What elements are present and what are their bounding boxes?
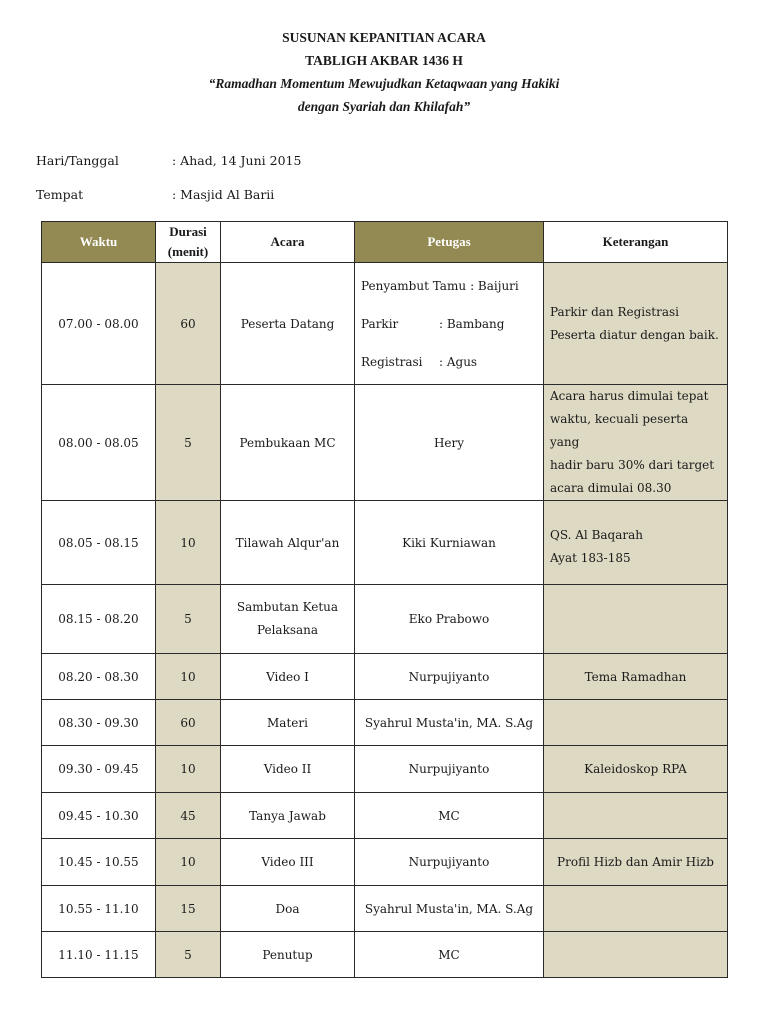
cell-keterangan: Kaleidoskop RPA <box>544 746 728 793</box>
keterangan-line: acara dimulai 08.30 <box>550 481 672 495</box>
cell-acara: Video I <box>221 654 355 700</box>
event-name: TABLIGH AKBAR 1436 H <box>305 53 463 68</box>
header-keterangan: Keterangan <box>544 222 728 263</box>
cell-petugas: Nurpujiyanto <box>355 746 544 793</box>
petugas-entry <box>361 305 537 343</box>
cell-keterangan: Profil Hizb dan Amir Hizb <box>544 839 728 886</box>
cell-keterangan <box>544 501 728 585</box>
cell-durasi: 10 <box>156 654 221 700</box>
date-value: : Ahad, 14 Juni 2015 <box>172 153 302 168</box>
cell-acara: Pembukaan MC <box>221 385 355 501</box>
keterangan-line: QS. Al Baqarah <box>550 528 644 542</box>
cell-waktu: 08.20 - 08.30 <box>42 654 156 700</box>
table-row <box>42 886 728 932</box>
table-row <box>42 654 728 700</box>
cell-acara: Tanya Jawab <box>221 793 355 839</box>
header-durasi-label: Durasi <box>169 224 207 239</box>
header-durasi <box>156 222 221 263</box>
cell-keterangan <box>544 932 728 978</box>
table-row <box>42 839 728 886</box>
cell-keterangan <box>544 700 728 746</box>
table-row <box>42 700 728 746</box>
place-label: Tempat <box>36 187 84 202</box>
cell-waktu: 10.45 - 10.55 <box>42 839 156 886</box>
keterangan-line: Ayat 183-185 <box>550 551 631 565</box>
cell-waktu: 08.15 - 08.20 <box>42 585 156 654</box>
date-label: Hari/Tanggal <box>36 153 119 168</box>
table-row <box>42 585 728 654</box>
cell-keterangan: Tema Ramadhan <box>544 654 728 700</box>
petugas-role: Penyambut Tamu <box>361 278 467 293</box>
keterangan-line: Acara harus dimulai tepat <box>550 389 709 403</box>
cell-waktu: 08.00 - 08.05 <box>42 385 156 501</box>
cell-petugas: Syahrul Musta'in, MA. S.Ag <box>355 700 544 746</box>
schedule-table <box>41 221 728 978</box>
cell-petugas: Eko Prabowo <box>355 585 544 654</box>
petugas-name: : Agus <box>439 354 478 369</box>
cell-waktu: 11.10 - 11.15 <box>42 932 156 978</box>
cell-durasi: 5 <box>156 932 221 978</box>
event-theme-line-1: “Ramadhan Momentum Mewujudkan Ketaqwaan yang Hakiki <box>208 76 560 91</box>
cell-keterangan <box>544 886 728 932</box>
table-row <box>42 501 728 585</box>
cell-waktu: 09.30 - 09.45 <box>42 746 156 793</box>
cell-petugas: MC <box>355 932 544 978</box>
cell-waktu: 10.55 - 11.10 <box>42 886 156 932</box>
table-row <box>42 932 728 978</box>
cell-acara: Peserta Datang <box>221 263 355 385</box>
cell-waktu: 08.05 - 08.15 <box>42 501 156 585</box>
keterangan-line: Parkir dan Registrasi <box>550 304 679 319</box>
document-title: SUSUNAN KEPANITIAN ACARA <box>282 30 486 45</box>
acara-line: Sambutan Ketua <box>236 600 339 614</box>
event-theme-line-2: dengan Syariah dan Khilafah” <box>297 99 471 114</box>
header-durasi-unit: (menit) <box>167 244 209 259</box>
petugas-role: Parkir <box>361 316 399 331</box>
cell-durasi: 10 <box>156 501 221 585</box>
petugas-role: Registrasi <box>361 354 423 369</box>
cell-petugas: Kiki Kurniawan <box>355 501 544 585</box>
cell-durasi: 10 <box>156 746 221 793</box>
table-row <box>42 385 728 501</box>
petugas-name: : Baijuri <box>470 278 519 293</box>
cell-acara: Doa <box>221 886 355 932</box>
cell-acara: Materi <box>221 700 355 746</box>
cell-keterangan <box>544 263 728 385</box>
cell-petugas <box>355 263 544 385</box>
cell-durasi: 60 <box>156 263 221 385</box>
petugas-name: : Bambang <box>439 316 505 331</box>
cell-waktu: 07.00 - 08.00 <box>42 263 156 385</box>
cell-acara: Penutup <box>221 932 355 978</box>
cell-petugas: Nurpujiyanto <box>355 839 544 886</box>
petugas-entry <box>361 343 537 381</box>
cell-durasi: 45 <box>156 793 221 839</box>
keterangan-line: Peserta diatur dengan baik. <box>550 327 719 342</box>
cell-keterangan <box>544 385 728 501</box>
keterangan-line: waktu, kecuali peserta yang <box>550 412 689 449</box>
header-petugas: Petugas <box>355 222 544 263</box>
header-acara: Acara <box>221 222 355 263</box>
table-header-row <box>42 222 728 263</box>
table-row <box>42 793 728 839</box>
cell-petugas: MC <box>355 793 544 839</box>
cell-acara: Tilawah Alqur'an <box>221 501 355 585</box>
table-row <box>42 263 728 385</box>
cell-durasi: 15 <box>156 886 221 932</box>
cell-petugas: Nurpujiyanto <box>355 654 544 700</box>
cell-keterangan <box>544 793 728 839</box>
header-waktu: Waktu <box>42 222 156 263</box>
cell-petugas: Syahrul Musta'in, MA. S.Ag <box>355 886 544 932</box>
cell-durasi: 10 <box>156 839 221 886</box>
cell-waktu: 08.30 - 09.30 <box>42 700 156 746</box>
cell-petugas: Hery <box>355 385 544 501</box>
petugas-entry <box>361 267 537 305</box>
keterangan-line: hadir baru 30% dari target <box>550 458 715 472</box>
cell-acara: Video III <box>221 839 355 886</box>
place-value: : Masjid Al Barii <box>172 187 275 202</box>
acara-line: Pelaksana <box>256 623 319 637</box>
cell-durasi: 5 <box>156 585 221 654</box>
cell-waktu: 09.45 - 10.30 <box>42 793 156 839</box>
cell-acara: Video II <box>221 746 355 793</box>
cell-acara <box>221 585 355 654</box>
table-row <box>42 746 728 793</box>
cell-keterangan <box>544 585 728 654</box>
cell-durasi: 60 <box>156 700 221 746</box>
cell-durasi: 5 <box>156 385 221 501</box>
